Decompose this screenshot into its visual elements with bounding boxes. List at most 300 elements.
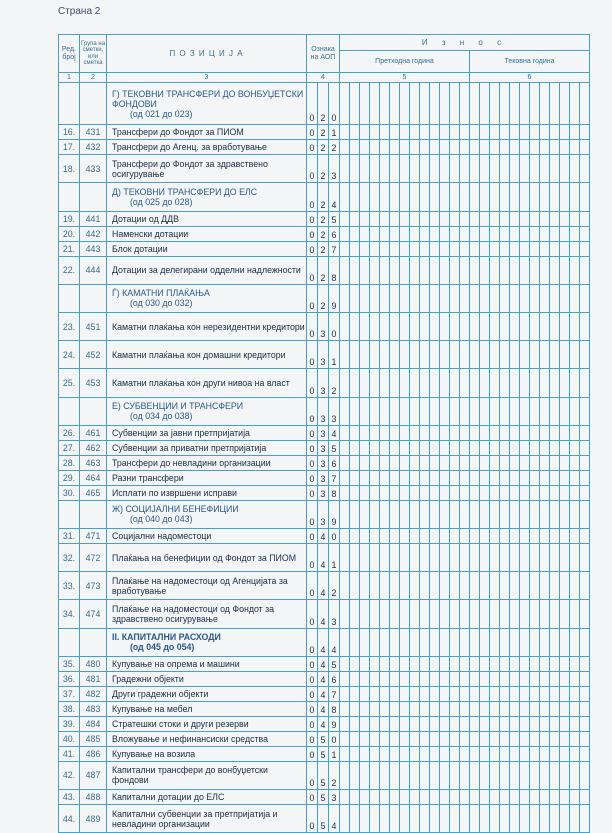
amount-prev-year-cell[interactable]: [430, 716, 440, 731]
amount-prev-year-cell[interactable]: [370, 211, 380, 226]
amount-prev-year-cell[interactable]: [370, 470, 380, 485]
amount-curr-year-cell[interactable]: [580, 241, 590, 256]
amount-prev-year-cell[interactable]: [420, 125, 430, 140]
amount-prev-year-cell[interactable]: [370, 701, 380, 716]
amount-prev-year-cell[interactable]: [350, 284, 360, 312]
amount-prev-year-cell[interactable]: [410, 716, 420, 731]
amount-prev-year-cell[interactable]: [350, 656, 360, 671]
amount-curr-year-cell[interactable]: [570, 470, 580, 485]
amount-prev-year-cell[interactable]: [440, 140, 450, 155]
amount-curr-year-cell[interactable]: [470, 656, 480, 671]
amount-prev-year-cell[interactable]: [450, 226, 460, 241]
amount-prev-year-cell[interactable]: [450, 83, 460, 125]
amount-prev-year-cell[interactable]: [460, 140, 470, 155]
amount-prev-year-cell[interactable]: [430, 761, 440, 789]
amount-curr-year-cell[interactable]: [540, 313, 550, 341]
amount-curr-year-cell[interactable]: [520, 686, 530, 701]
amount-prev-year-cell[interactable]: [410, 241, 420, 256]
amount-curr-year-cell[interactable]: [510, 397, 520, 425]
amount-prev-year-cell[interactable]: [410, 125, 420, 140]
amount-prev-year-cell[interactable]: [390, 369, 400, 397]
amount-curr-year-cell[interactable]: [540, 397, 550, 425]
amount-curr-year-cell[interactable]: [540, 485, 550, 500]
amount-curr-year-cell[interactable]: [520, 485, 530, 500]
amount-prev-year-cell[interactable]: [440, 341, 450, 369]
amount-curr-year-cell[interactable]: [470, 140, 480, 155]
amount-prev-year-cell[interactable]: [440, 804, 450, 832]
amount-curr-year-cell[interactable]: [490, 500, 500, 528]
amount-prev-year-cell[interactable]: [420, 804, 430, 832]
amount-curr-year-cell[interactable]: [560, 369, 570, 397]
amount-curr-year-cell[interactable]: [510, 746, 520, 761]
amount-curr-year-cell[interactable]: [500, 686, 510, 701]
amount-prev-year-cell[interactable]: [360, 440, 370, 455]
amount-curr-year-cell[interactable]: [500, 761, 510, 789]
amount-prev-year-cell[interactable]: [360, 628, 370, 656]
amount-prev-year-cell[interactable]: [420, 341, 430, 369]
amount-prev-year-cell[interactable]: [390, 83, 400, 125]
amount-prev-year-cell[interactable]: [400, 211, 410, 226]
amount-curr-year-cell[interactable]: [500, 656, 510, 671]
amount-prev-year-cell[interactable]: [410, 628, 420, 656]
amount-prev-year-cell[interactable]: [430, 241, 440, 256]
amount-prev-year-cell[interactable]: [430, 528, 440, 543]
amount-curr-year-cell[interactable]: [530, 761, 540, 789]
amount-prev-year-cell[interactable]: [400, 671, 410, 686]
amount-curr-year-cell[interactable]: [510, 671, 520, 686]
amount-curr-year-cell[interactable]: [550, 455, 560, 470]
amount-prev-year-cell[interactable]: [440, 211, 450, 226]
amount-prev-year-cell[interactable]: [370, 656, 380, 671]
amount-curr-year-cell[interactable]: [540, 470, 550, 485]
amount-prev-year-cell[interactable]: [420, 313, 430, 341]
amount-prev-year-cell[interactable]: [420, 485, 430, 500]
amount-curr-year-cell[interactable]: [500, 256, 510, 284]
amount-prev-year-cell[interactable]: [420, 528, 430, 543]
amount-prev-year-cell[interactable]: [450, 528, 460, 543]
amount-curr-year-cell[interactable]: [470, 731, 480, 746]
amount-prev-year-cell[interactable]: [380, 543, 390, 571]
amount-prev-year-cell[interactable]: [340, 83, 350, 125]
amount-prev-year-cell[interactable]: [410, 369, 420, 397]
amount-curr-year-cell[interactable]: [580, 341, 590, 369]
amount-curr-year-cell[interactable]: [500, 155, 510, 183]
amount-curr-year-cell[interactable]: [550, 761, 560, 789]
amount-prev-year-cell[interactable]: [370, 686, 380, 701]
amount-prev-year-cell[interactable]: [430, 628, 440, 656]
amount-prev-year-cell[interactable]: [360, 804, 370, 832]
amount-curr-year-cell[interactable]: [530, 716, 540, 731]
amount-curr-year-cell[interactable]: [530, 600, 540, 628]
amount-prev-year-cell[interactable]: [400, 455, 410, 470]
amount-curr-year-cell[interactable]: [580, 600, 590, 628]
amount-curr-year-cell[interactable]: [580, 226, 590, 241]
amount-prev-year-cell[interactable]: [420, 600, 430, 628]
amount-prev-year-cell[interactable]: [390, 425, 400, 440]
amount-prev-year-cell[interactable]: [380, 485, 390, 500]
amount-curr-year-cell[interactable]: [550, 241, 560, 256]
amount-curr-year-cell[interactable]: [520, 455, 530, 470]
amount-prev-year-cell[interactable]: [370, 485, 380, 500]
amount-prev-year-cell[interactable]: [360, 572, 370, 600]
amount-curr-year-cell[interactable]: [570, 211, 580, 226]
amount-curr-year-cell[interactable]: [530, 701, 540, 716]
amount-curr-year-cell[interactable]: [520, 183, 530, 211]
amount-prev-year-cell[interactable]: [340, 425, 350, 440]
amount-curr-year-cell[interactable]: [490, 528, 500, 543]
amount-curr-year-cell[interactable]: [520, 500, 530, 528]
amount-curr-year-cell[interactable]: [580, 656, 590, 671]
amount-curr-year-cell[interactable]: [520, 125, 530, 140]
amount-prev-year-cell[interactable]: [400, 425, 410, 440]
amount-prev-year-cell[interactable]: [360, 455, 370, 470]
amount-prev-year-cell[interactable]: [450, 671, 460, 686]
amount-prev-year-cell[interactable]: [450, 600, 460, 628]
amount-prev-year-cell[interactable]: [380, 746, 390, 761]
amount-prev-year-cell[interactable]: [460, 313, 470, 341]
amount-prev-year-cell[interactable]: [370, 804, 380, 832]
amount-prev-year-cell[interactable]: [460, 241, 470, 256]
amount-curr-year-cell[interactable]: [530, 572, 540, 600]
amount-curr-year-cell[interactable]: [490, 313, 500, 341]
amount-prev-year-cell[interactable]: [460, 425, 470, 440]
amount-curr-year-cell[interactable]: [480, 397, 490, 425]
amount-prev-year-cell[interactable]: [380, 804, 390, 832]
amount-curr-year-cell[interactable]: [530, 140, 540, 155]
amount-curr-year-cell[interactable]: [560, 716, 570, 731]
amount-prev-year-cell[interactable]: [430, 572, 440, 600]
amount-prev-year-cell[interactable]: [370, 397, 380, 425]
amount-prev-year-cell[interactable]: [360, 500, 370, 528]
amount-curr-year-cell[interactable]: [490, 140, 500, 155]
amount-prev-year-cell[interactable]: [410, 731, 420, 746]
amount-prev-year-cell[interactable]: [430, 313, 440, 341]
amount-prev-year-cell[interactable]: [390, 628, 400, 656]
amount-prev-year-cell[interactable]: [430, 125, 440, 140]
amount-curr-year-cell[interactable]: [480, 211, 490, 226]
amount-prev-year-cell[interactable]: [440, 369, 450, 397]
amount-curr-year-cell[interactable]: [530, 341, 540, 369]
amount-curr-year-cell[interactable]: [570, 804, 580, 832]
amount-prev-year-cell[interactable]: [460, 761, 470, 789]
amount-curr-year-cell[interactable]: [530, 425, 540, 440]
amount-prev-year-cell[interactable]: [400, 284, 410, 312]
amount-curr-year-cell[interactable]: [570, 746, 580, 761]
amount-curr-year-cell[interactable]: [500, 628, 510, 656]
amount-prev-year-cell[interactable]: [460, 600, 470, 628]
amount-curr-year-cell[interactable]: [500, 226, 510, 241]
amount-curr-year-cell[interactable]: [560, 746, 570, 761]
amount-prev-year-cell[interactable]: [410, 686, 420, 701]
amount-curr-year-cell[interactable]: [470, 440, 480, 455]
amount-curr-year-cell[interactable]: [560, 256, 570, 284]
amount-prev-year-cell[interactable]: [390, 600, 400, 628]
amount-prev-year-cell[interactable]: [360, 226, 370, 241]
amount-curr-year-cell[interactable]: [480, 671, 490, 686]
amount-prev-year-cell[interactable]: [450, 716, 460, 731]
amount-curr-year-cell[interactable]: [550, 656, 560, 671]
amount-curr-year-cell[interactable]: [580, 701, 590, 716]
amount-curr-year-cell[interactable]: [510, 656, 520, 671]
amount-curr-year-cell[interactable]: [510, 226, 520, 241]
amount-prev-year-cell[interactable]: [340, 155, 350, 183]
amount-curr-year-cell[interactable]: [480, 485, 490, 500]
amount-prev-year-cell[interactable]: [440, 397, 450, 425]
amount-prev-year-cell[interactable]: [350, 671, 360, 686]
amount-curr-year-cell[interactable]: [580, 313, 590, 341]
amount-curr-year-cell[interactable]: [560, 425, 570, 440]
amount-curr-year-cell[interactable]: [480, 804, 490, 832]
amount-curr-year-cell[interactable]: [500, 671, 510, 686]
amount-prev-year-cell[interactable]: [450, 500, 460, 528]
amount-prev-year-cell[interactable]: [340, 397, 350, 425]
amount-prev-year-cell[interactable]: [380, 313, 390, 341]
amount-curr-year-cell[interactable]: [490, 746, 500, 761]
amount-curr-year-cell[interactable]: [480, 313, 490, 341]
amount-prev-year-cell[interactable]: [360, 341, 370, 369]
amount-curr-year-cell[interactable]: [550, 155, 560, 183]
amount-prev-year-cell[interactable]: [450, 397, 460, 425]
amount-prev-year-cell[interactable]: [430, 397, 440, 425]
amount-prev-year-cell[interactable]: [450, 440, 460, 455]
amount-prev-year-cell[interactable]: [430, 485, 440, 500]
amount-curr-year-cell[interactable]: [560, 761, 570, 789]
amount-curr-year-cell[interactable]: [470, 761, 480, 789]
amount-prev-year-cell[interactable]: [340, 183, 350, 211]
amount-prev-year-cell[interactable]: [440, 155, 450, 183]
amount-curr-year-cell[interactable]: [530, 686, 540, 701]
amount-curr-year-cell[interactable]: [540, 656, 550, 671]
amount-prev-year-cell[interactable]: [380, 183, 390, 211]
amount-curr-year-cell[interactable]: [500, 455, 510, 470]
amount-curr-year-cell[interactable]: [560, 686, 570, 701]
amount-prev-year-cell[interactable]: [390, 125, 400, 140]
amount-curr-year-cell[interactable]: [580, 455, 590, 470]
amount-prev-year-cell[interactable]: [350, 628, 360, 656]
amount-prev-year-cell[interactable]: [340, 440, 350, 455]
amount-prev-year-cell[interactable]: [340, 313, 350, 341]
amount-prev-year-cell[interactable]: [350, 746, 360, 761]
amount-curr-year-cell[interactable]: [500, 485, 510, 500]
amount-curr-year-cell[interactable]: [550, 628, 560, 656]
amount-curr-year-cell[interactable]: [470, 211, 480, 226]
amount-curr-year-cell[interactable]: [490, 155, 500, 183]
amount-curr-year-cell[interactable]: [480, 284, 490, 312]
amount-curr-year-cell[interactable]: [500, 397, 510, 425]
amount-prev-year-cell[interactable]: [340, 746, 350, 761]
amount-curr-year-cell[interactable]: [490, 656, 500, 671]
amount-prev-year-cell[interactable]: [410, 761, 420, 789]
amount-curr-year-cell[interactable]: [510, 500, 520, 528]
amount-curr-year-cell[interactable]: [490, 572, 500, 600]
amount-curr-year-cell[interactable]: [560, 313, 570, 341]
amount-prev-year-cell[interactable]: [390, 746, 400, 761]
amount-prev-year-cell[interactable]: [420, 572, 430, 600]
amount-curr-year-cell[interactable]: [520, 440, 530, 455]
amount-curr-year-cell[interactable]: [540, 804, 550, 832]
amount-curr-year-cell[interactable]: [490, 761, 500, 789]
amount-prev-year-cell[interactable]: [390, 543, 400, 571]
amount-prev-year-cell[interactable]: [460, 543, 470, 571]
amount-prev-year-cell[interactable]: [340, 140, 350, 155]
amount-curr-year-cell[interactable]: [540, 686, 550, 701]
amount-prev-year-cell[interactable]: [450, 155, 460, 183]
amount-curr-year-cell[interactable]: [540, 125, 550, 140]
amount-prev-year-cell[interactable]: [360, 701, 370, 716]
amount-curr-year-cell[interactable]: [580, 572, 590, 600]
amount-curr-year-cell[interactable]: [490, 241, 500, 256]
amount-prev-year-cell[interactable]: [380, 155, 390, 183]
amount-prev-year-cell[interactable]: [450, 425, 460, 440]
amount-prev-year-cell[interactable]: [370, 455, 380, 470]
amount-curr-year-cell[interactable]: [570, 701, 580, 716]
amount-curr-year-cell[interactable]: [480, 628, 490, 656]
amount-curr-year-cell[interactable]: [510, 716, 520, 731]
amount-curr-year-cell[interactable]: [500, 284, 510, 312]
amount-curr-year-cell[interactable]: [480, 341, 490, 369]
amount-prev-year-cell[interactable]: [360, 716, 370, 731]
amount-curr-year-cell[interactable]: [580, 731, 590, 746]
amount-curr-year-cell[interactable]: [580, 485, 590, 500]
amount-prev-year-cell[interactable]: [340, 485, 350, 500]
amount-curr-year-cell[interactable]: [490, 455, 500, 470]
amount-curr-year-cell[interactable]: [570, 155, 580, 183]
amount-curr-year-cell[interactable]: [500, 543, 510, 571]
amount-prev-year-cell[interactable]: [400, 628, 410, 656]
amount-prev-year-cell[interactable]: [420, 761, 430, 789]
amount-prev-year-cell[interactable]: [340, 369, 350, 397]
amount-prev-year-cell[interactable]: [380, 628, 390, 656]
amount-prev-year-cell[interactable]: [390, 341, 400, 369]
amount-curr-year-cell[interactable]: [570, 455, 580, 470]
amount-curr-year-cell[interactable]: [500, 731, 510, 746]
amount-prev-year-cell[interactable]: [350, 804, 360, 832]
amount-curr-year-cell[interactable]: [530, 628, 540, 656]
amount-curr-year-cell[interactable]: [500, 369, 510, 397]
amount-curr-year-cell[interactable]: [490, 686, 500, 701]
amount-curr-year-cell[interactable]: [530, 183, 540, 211]
amount-prev-year-cell[interactable]: [380, 397, 390, 425]
amount-curr-year-cell[interactable]: [550, 543, 560, 571]
amount-prev-year-cell[interactable]: [440, 686, 450, 701]
amount-prev-year-cell[interactable]: [390, 241, 400, 256]
amount-curr-year-cell[interactable]: [500, 140, 510, 155]
amount-prev-year-cell[interactable]: [430, 183, 440, 211]
amount-curr-year-cell[interactable]: [560, 470, 570, 485]
amount-curr-year-cell[interactable]: [540, 83, 550, 125]
amount-curr-year-cell[interactable]: [580, 369, 590, 397]
amount-prev-year-cell[interactable]: [360, 241, 370, 256]
amount-prev-year-cell[interactable]: [460, 183, 470, 211]
amount-prev-year-cell[interactable]: [400, 528, 410, 543]
amount-curr-year-cell[interactable]: [560, 440, 570, 455]
amount-prev-year-cell[interactable]: [390, 440, 400, 455]
amount-prev-year-cell[interactable]: [460, 369, 470, 397]
amount-prev-year-cell[interactable]: [340, 686, 350, 701]
amount-curr-year-cell[interactable]: [540, 600, 550, 628]
amount-prev-year-cell[interactable]: [380, 369, 390, 397]
amount-curr-year-cell[interactable]: [470, 369, 480, 397]
amount-curr-year-cell[interactable]: [480, 470, 490, 485]
amount-prev-year-cell[interactable]: [370, 528, 380, 543]
amount-prev-year-cell[interactable]: [430, 140, 440, 155]
amount-prev-year-cell[interactable]: [410, 313, 420, 341]
amount-prev-year-cell[interactable]: [440, 226, 450, 241]
amount-curr-year-cell[interactable]: [550, 440, 560, 455]
amount-curr-year-cell[interactable]: [540, 183, 550, 211]
amount-prev-year-cell[interactable]: [440, 485, 450, 500]
amount-prev-year-cell[interactable]: [430, 804, 440, 832]
amount-prev-year-cell[interactable]: [420, 470, 430, 485]
amount-curr-year-cell[interactable]: [570, 528, 580, 543]
amount-prev-year-cell[interactable]: [340, 731, 350, 746]
amount-curr-year-cell[interactable]: [480, 440, 490, 455]
amount-prev-year-cell[interactable]: [370, 716, 380, 731]
amount-curr-year-cell[interactable]: [480, 241, 490, 256]
amount-prev-year-cell[interactable]: [380, 256, 390, 284]
amount-prev-year-cell[interactable]: [350, 369, 360, 397]
amount-prev-year-cell[interactable]: [460, 256, 470, 284]
amount-curr-year-cell[interactable]: [510, 572, 520, 600]
amount-curr-year-cell[interactable]: [570, 628, 580, 656]
amount-curr-year-cell[interactable]: [570, 341, 580, 369]
amount-curr-year-cell[interactable]: [520, 425, 530, 440]
amount-curr-year-cell[interactable]: [470, 746, 480, 761]
amount-curr-year-cell[interactable]: [510, 341, 520, 369]
amount-prev-year-cell[interactable]: [350, 470, 360, 485]
amount-prev-year-cell[interactable]: [410, 140, 420, 155]
amount-prev-year-cell[interactable]: [380, 211, 390, 226]
amount-prev-year-cell[interactable]: [440, 183, 450, 211]
amount-curr-year-cell[interactable]: [470, 628, 480, 656]
amount-prev-year-cell[interactable]: [350, 528, 360, 543]
amount-curr-year-cell[interactable]: [480, 761, 490, 789]
amount-prev-year-cell[interactable]: [440, 746, 450, 761]
amount-prev-year-cell[interactable]: [410, 183, 420, 211]
amount-curr-year-cell[interactable]: [560, 804, 570, 832]
amount-prev-year-cell[interactable]: [450, 211, 460, 226]
amount-prev-year-cell[interactable]: [360, 155, 370, 183]
amount-prev-year-cell[interactable]: [360, 761, 370, 789]
amount-prev-year-cell[interactable]: [360, 746, 370, 761]
amount-curr-year-cell[interactable]: [530, 211, 540, 226]
amount-prev-year-cell[interactable]: [460, 211, 470, 226]
amount-curr-year-cell[interactable]: [480, 500, 490, 528]
amount-curr-year-cell[interactable]: [570, 284, 580, 312]
amount-curr-year-cell[interactable]: [480, 731, 490, 746]
amount-curr-year-cell[interactable]: [550, 470, 560, 485]
amount-curr-year-cell[interactable]: [580, 716, 590, 731]
amount-curr-year-cell[interactable]: [530, 804, 540, 832]
amount-curr-year-cell[interactable]: [520, 397, 530, 425]
amount-prev-year-cell[interactable]: [460, 341, 470, 369]
amount-prev-year-cell[interactable]: [400, 716, 410, 731]
amount-curr-year-cell[interactable]: [550, 369, 560, 397]
amount-prev-year-cell[interactable]: [350, 686, 360, 701]
amount-curr-year-cell[interactable]: [520, 716, 530, 731]
amount-curr-year-cell[interactable]: [490, 470, 500, 485]
amount-curr-year-cell[interactable]: [490, 83, 500, 125]
amount-curr-year-cell[interactable]: [480, 183, 490, 211]
amount-prev-year-cell[interactable]: [440, 241, 450, 256]
amount-curr-year-cell[interactable]: [550, 83, 560, 125]
amount-prev-year-cell[interactable]: [460, 686, 470, 701]
amount-prev-year-cell[interactable]: [440, 500, 450, 528]
amount-curr-year-cell[interactable]: [550, 572, 560, 600]
amount-prev-year-cell[interactable]: [340, 211, 350, 226]
amount-prev-year-cell[interactable]: [430, 500, 440, 528]
amount-prev-year-cell[interactable]: [380, 686, 390, 701]
